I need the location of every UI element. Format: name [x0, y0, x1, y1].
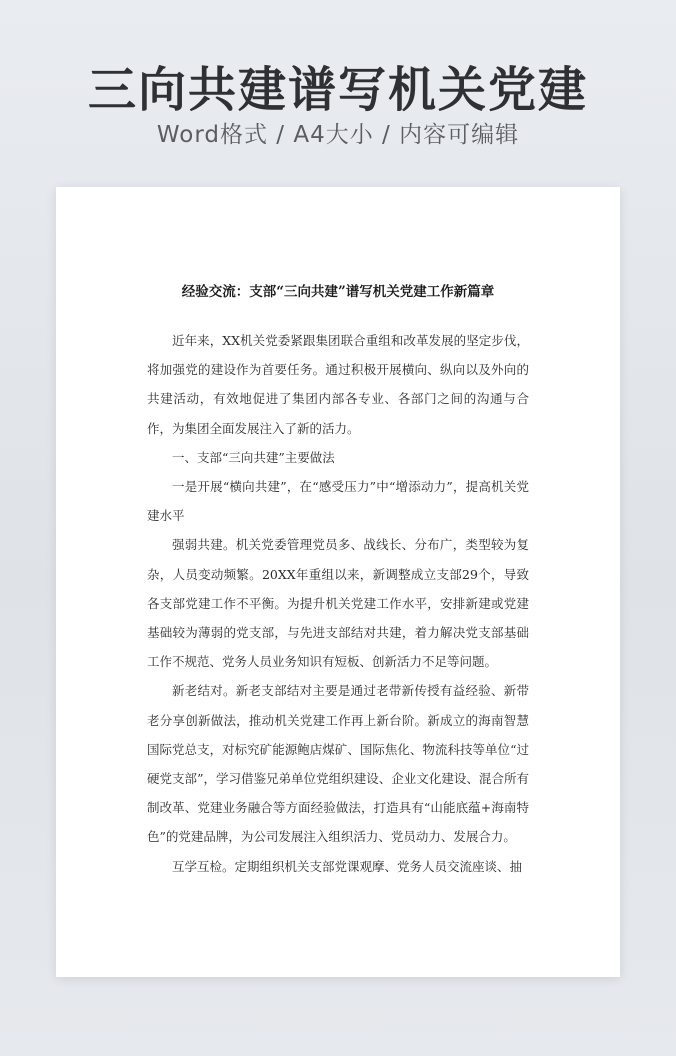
- paragraph-intro: 近年来，XX机关党委紧跟集团联合重组和改革发展的坚定步伐，将加强党的建设作为首要任务。通过积极开展横向、纵向以及外向的共建活动，有效地促进了集团内部各专业、各部门之间的沟通与合作，为集团全面发展注入了新的活力。: [147, 333, 529, 436]
- document-body: [147, 326, 529, 881]
- banner-subtitle: Word格式 / A4大小 / 内容可编辑: [156, 122, 520, 148]
- paragraph-mutual-learning: 互学互检。定期组织机关支部党课观摩、党务人员交流座谈、抽: [172, 858, 523, 874]
- paragraph-point-one: 一是开展“横向共建”，在“感受压力”中“增添动力”，提高机关党建水平: [147, 479, 529, 524]
- paragraph-strong-weak: 强弱共建。机关党委管理党员多、战线长、分布广，类型较为复杂，人员变动频繁。20XX年重组以来，新调整成立支部29个，导致各支部党建工作不平衡。为提升机关党建工作水平，安排新建或党建基础较为薄弱的党支部，与先进支部结对共建，着力解决党支部基础工作不规范、党务人员业务知识有短板、创新活力不足等问题。: [147, 537, 529, 670]
- document-page: [56, 187, 620, 977]
- document-title: 经验交流：支部“三向共建”谱写机关党建工作新篇章: [181, 284, 495, 300]
- banner-title: 三向共建谱写机关党建: [87, 62, 588, 118]
- paragraph-new-old: 新老结对。新老支部结对主要是通过老带新传授有益经验、新带老分享创新做法，推动机关党建工作再上新台阶。新成立的海南智慧国际党总支，对标究矿能源鲍店煤矿、国际焦化、物流科技等单位“过硬党支部”，学习借鉴兄弟单位党组织建设、企业文化建设、混合所有制改革、党建业务融合等方面经验做法，打造具有“山能底蕴+海南特色”的党建品牌，为公司发展注入组织活力、党员动力、发展合力。: [147, 683, 529, 845]
- section-heading: 一、支部“三向共建”主要做法: [172, 449, 335, 465]
